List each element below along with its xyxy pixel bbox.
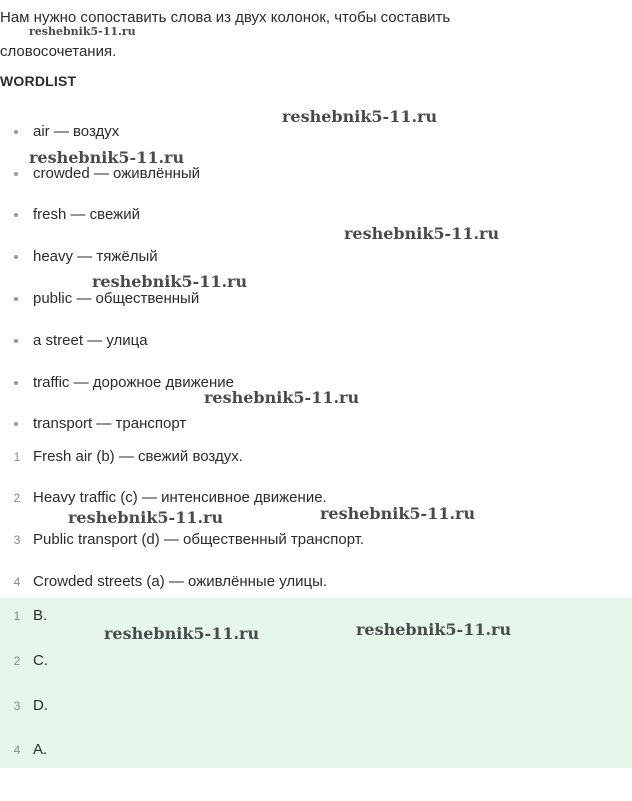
watermark: reshebnik5-11.ru <box>356 620 512 639</box>
watermark: reshebnik5-11.ru <box>68 508 224 527</box>
watermark: reshebnik5-11.ru <box>92 272 248 291</box>
item-number: 4 <box>13 743 21 757</box>
wordlist-item-text: transport — транспорт <box>33 415 187 432</box>
bullet-icon <box>14 381 18 385</box>
answers-block <box>0 598 632 768</box>
wordlist-heading: WORDLIST <box>0 73 77 89</box>
watermark: reshebnik5-11.ru <box>282 107 438 126</box>
watermark: reshebnik5-11.ru <box>344 224 500 243</box>
intro-line-2: словосочетания. <box>0 43 117 60</box>
bullet-icon <box>14 172 18 176</box>
item-number: 4 <box>13 575 21 589</box>
wordlist-item-text: public — общественный <box>33 290 200 307</box>
wordlist-item-text: traffic — дорожное движение <box>33 374 234 391</box>
wordlist-item-text: air — воздух <box>33 123 120 140</box>
watermark: reshebnik5-11.ru <box>104 624 260 643</box>
bullet-icon <box>14 297 18 301</box>
item-number: 2 <box>13 491 21 505</box>
watermark: reshebnik5-11.ru <box>204 388 360 407</box>
wordlist-item-text: heavy — тяжёлый <box>33 248 158 265</box>
bullet-icon <box>14 130 18 134</box>
answer-text: B. <box>33 607 48 624</box>
answer-text: A. <box>33 741 48 758</box>
item-number: 1 <box>13 450 21 464</box>
item-number: 3 <box>13 699 21 713</box>
intro-line-1: Нам нужно сопоставить слова из двух колонок, чтобы составить <box>0 9 451 26</box>
bullet-icon <box>14 422 18 426</box>
bullet-icon <box>14 255 18 259</box>
item-number: 2 <box>13 654 21 668</box>
explanation-text: Public transport (d) — общественный транспорт. <box>33 531 365 548</box>
watermark: reshebnik5-11.ru <box>320 504 476 523</box>
answer-text: D. <box>33 697 48 714</box>
bullet-icon <box>14 339 18 343</box>
watermark: reshebnik5-11.ru <box>29 148 185 167</box>
item-number: 3 <box>13 533 21 547</box>
watermark: reshebnik5-11.ru <box>29 25 136 38</box>
wordlist-item-text: fresh — свежий <box>33 206 140 223</box>
explanation-text: Fresh air (b) — свежий воздух. <box>33 448 243 465</box>
explanation-text: Crowded streets (a) — оживлённые улицы. <box>33 573 328 590</box>
wordlist-item-text: crowded — оживлённый <box>33 165 201 182</box>
item-number: 1 <box>13 609 21 623</box>
explanation-text: Heavy traffic (c) — интенсивное движение. <box>33 489 327 506</box>
wordlist-item-text: a street — улица <box>33 332 148 349</box>
bullet-icon <box>14 213 18 217</box>
answer-text: C. <box>33 652 48 669</box>
